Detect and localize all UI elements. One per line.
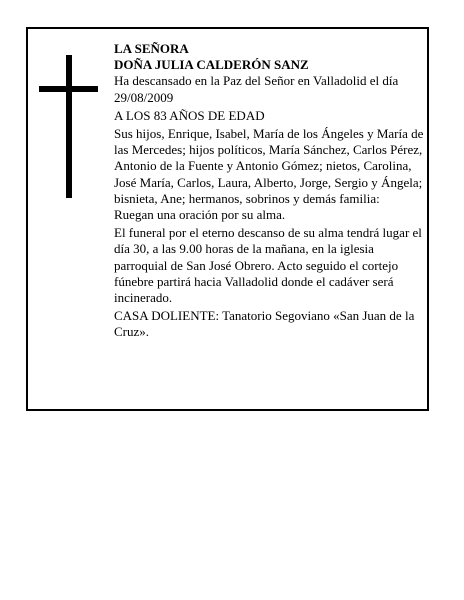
obituary-notice <box>26 27 429 411</box>
death-statement: Ha descansado en la Paz del Señor en Valladolid el día 29/08/2009 <box>114 73 399 105</box>
deceased-name: DOÑA JULIA CALDERÓN SANZ <box>114 57 309 73</box>
age-line: A LOS 83 AÑOS DE EDAD <box>114 107 265 123</box>
cross-horizontal-bar <box>39 86 98 92</box>
obituary-text <box>114 41 424 341</box>
intro-label: LA SEÑORA <box>114 41 189 56</box>
mourning-house: CASA DOLIENTE: Tanatorio Segoviano «San Juan de la Cruz». <box>114 308 415 340</box>
cross-vertical-bar <box>66 55 72 198</box>
family-list: Sus hijos, Enrique, Isabel, María de los Ángeles y María de las Mercedes; hijos políticos, María Sánchez, Carlos Pérez, Antonio de la Fuente y Antonio Gómez; nietos, Carolina, José María, Carlos, Laura, Alberto, Jorge, Sergio y Ángela; bisnieta, Ane; hermanos, sobrinos y demás familia: <box>114 126 424 206</box>
funeral-details: El funeral por el eterno descanso de su alma tendrá lugar el día 30, a las 9.00 horas de la mañana, en la iglesia parroquial de San José Obrero. Acto seguido el cortejo fúnebre partirá hacia Valladolid donde el cadáver será incinerado. <box>114 225 422 306</box>
prayer-request: Ruegan una oración por su alma. <box>114 207 286 223</box>
